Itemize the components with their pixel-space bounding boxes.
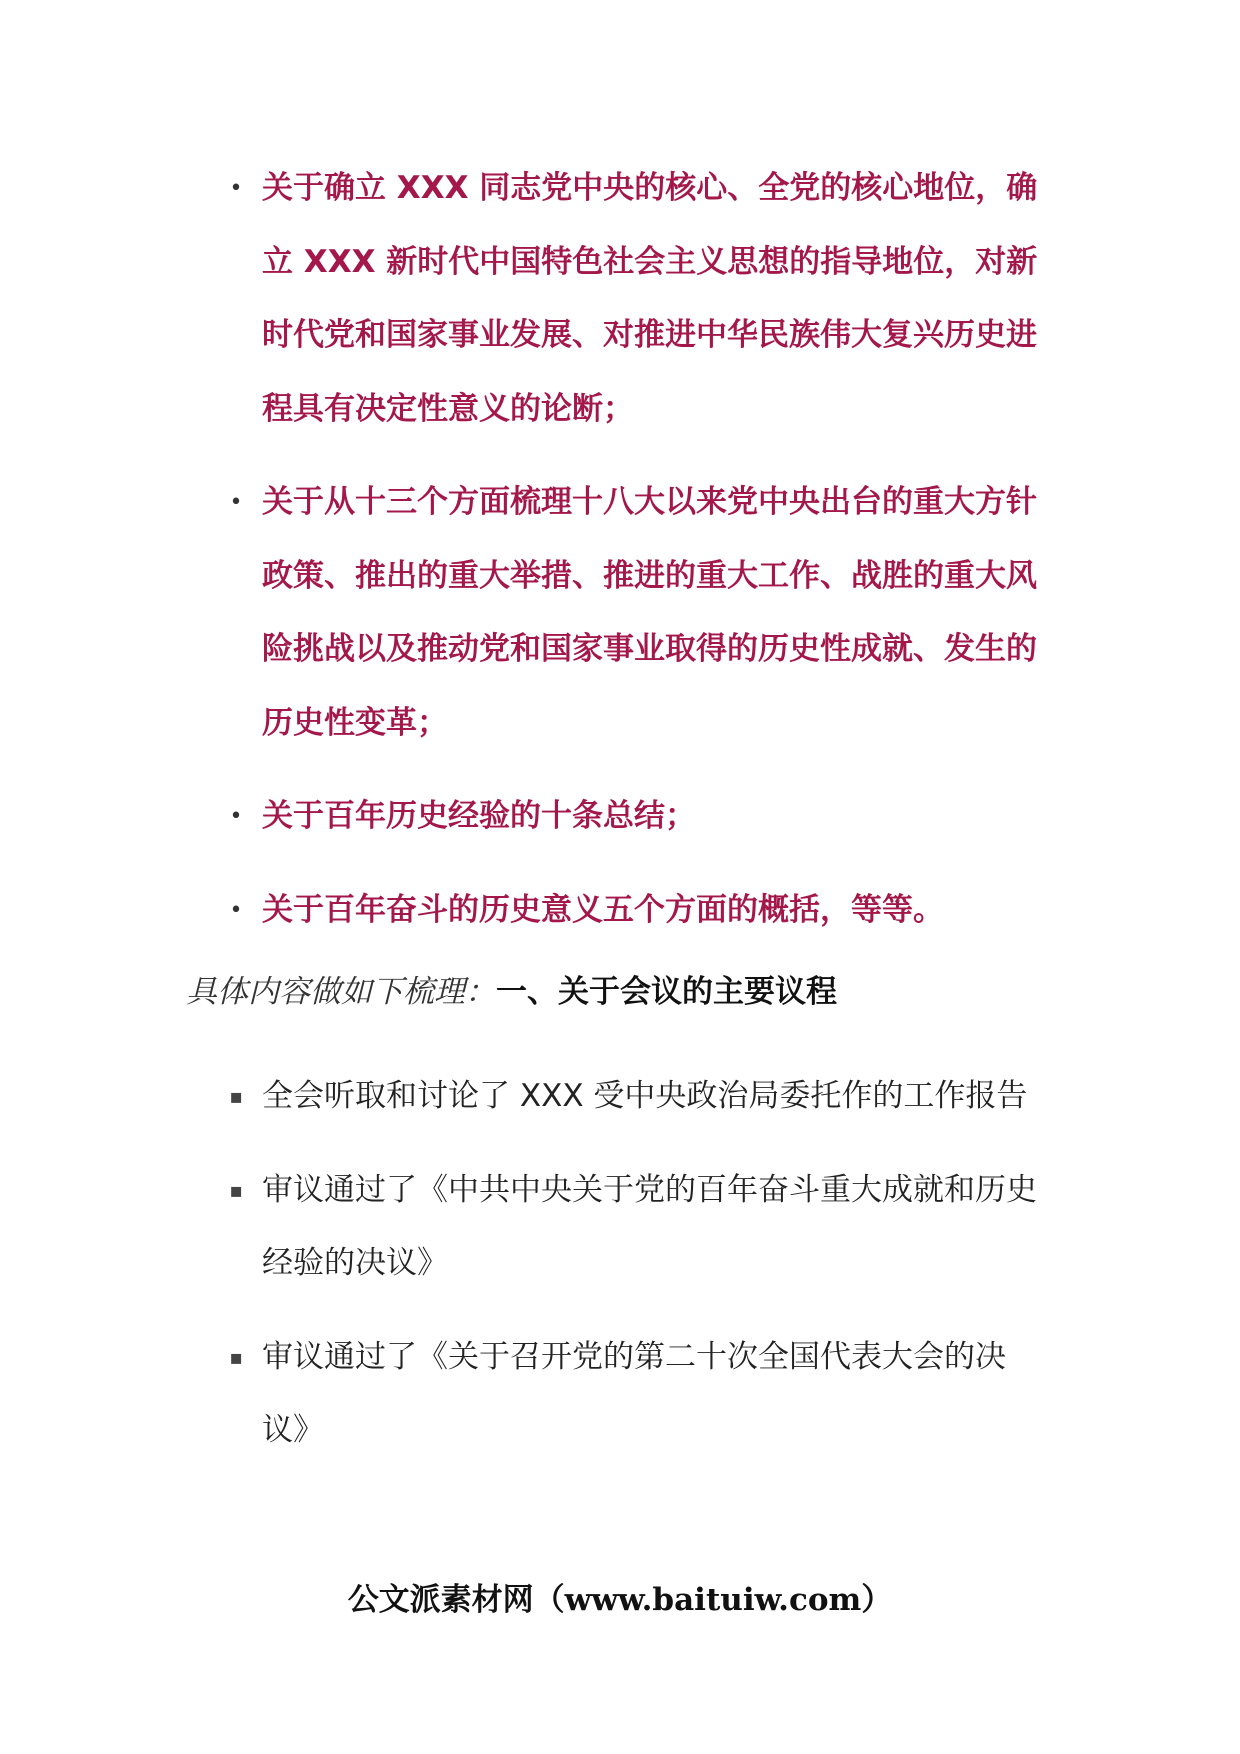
list-item-text: 审议通过了《中共中央关于党的百年奋斗重大成就和历史经验的决议》 bbox=[262, 1171, 1037, 1281]
page-footer: 公文派素材网（www.baituiw.com） bbox=[347, 1582, 893, 1618]
agenda-list bbox=[229, 1060, 1052, 1488]
intro-lead-text: 具体内容做如下梳理： bbox=[186, 974, 496, 1010]
key-points-list bbox=[229, 152, 1052, 967]
list-item-text: 审议通过了《关于召开党的第二十次全国代表大会的决议》 bbox=[262, 1338, 1006, 1448]
square-bullet-icon: ▪ bbox=[229, 1177, 243, 1202]
bullet-icon: • bbox=[229, 897, 243, 923]
section-heading: 一、关于会议的主要议程 bbox=[496, 974, 837, 1010]
list-item bbox=[229, 466, 1052, 760]
square-bullet-icon: ▪ bbox=[229, 1344, 243, 1369]
list-item bbox=[229, 1060, 1052, 1134]
list-item-text: 关于百年奋斗的历史意义五个方面的概括，等等。 bbox=[262, 891, 944, 928]
bullet-icon: • bbox=[229, 176, 243, 201]
list-item bbox=[229, 152, 1052, 446]
list-item bbox=[229, 874, 1052, 948]
list-item-text: 关于百年历史经验的十条总结； bbox=[262, 798, 696, 834]
square-bullet-icon: ▪ bbox=[229, 1084, 243, 1108]
list-item-text: 关于从十三个方面梳理十八大以来党中央出台的重大方针政策、推出的重大举措、推进的重大工作、战胜的重大风险挑战以及推动党和国家事业取得的历史性成就、发生的历史性变革； bbox=[262, 484, 1037, 741]
section-intro bbox=[186, 970, 837, 1014]
bullet-icon: • bbox=[229, 490, 243, 515]
list-item-text: 关于确立 XXX 同志党中央的核心、全党的核心地位，确立 XXX 新时代中国特色社会主义思想的指导地位，对新时代党和国家事业发展、对推进中华民族伟大复兴历史进程具有决定性意义的论断； bbox=[262, 170, 1038, 427]
list-item-text: 全会听取和讨论了 XXX 受中央政治局委托作的工作报告 bbox=[262, 1078, 1028, 1114]
list-item bbox=[229, 1321, 1052, 1468]
bullet-icon: • bbox=[229, 804, 243, 829]
list-item bbox=[229, 780, 1052, 854]
list-item bbox=[229, 1154, 1052, 1301]
